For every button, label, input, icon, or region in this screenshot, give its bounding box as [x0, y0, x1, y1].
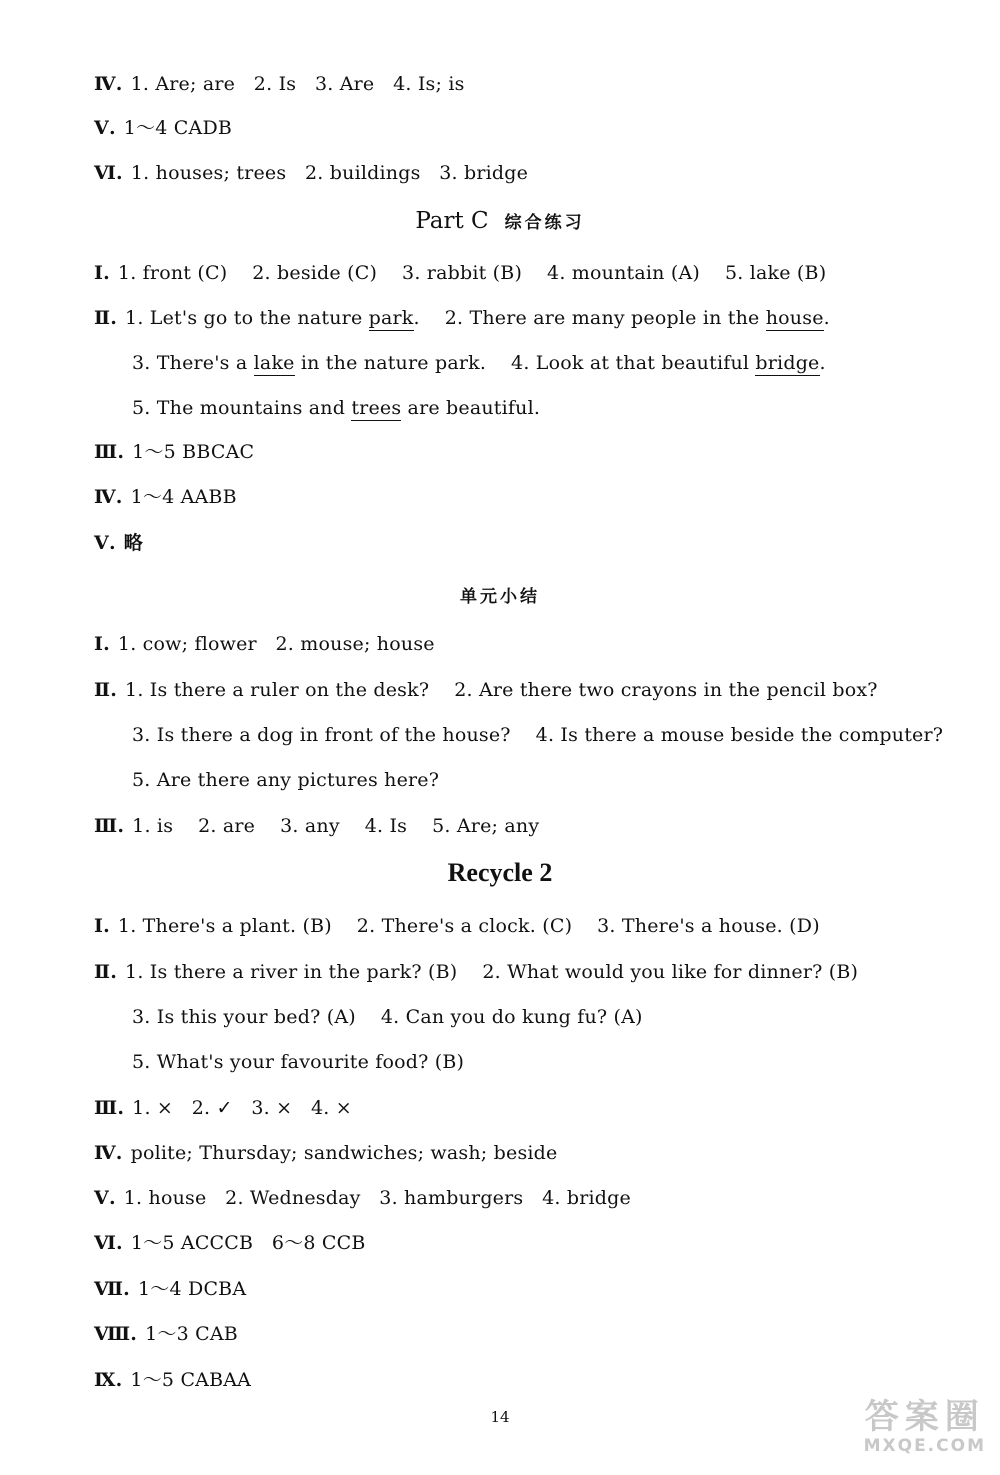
answer-row-vi — [94, 1231, 366, 1255]
roman-numeral: Ⅱ. — [94, 961, 118, 983]
roman-numeral: Ⅱ. — [94, 307, 118, 329]
roman-numeral: Ⅲ. — [94, 1097, 125, 1119]
roman-numeral: Ⅵ. — [94, 1232, 123, 1254]
answer-row-iii — [94, 440, 254, 464]
answer-row-i — [94, 261, 826, 285]
answer-row-v — [94, 1186, 631, 1210]
answer-text: polite; Thursday; sandwiches; wash; beside — [130, 1142, 558, 1164]
answer-text: 1～4 AABB — [130, 486, 237, 508]
answer-row-vii — [94, 1277, 246, 1301]
answer-text: 3. There's a — [132, 352, 254, 374]
section-heading-part-c — [0, 206, 1000, 238]
roman-numeral: Ⅰ. — [94, 915, 110, 937]
answer-text: are beautiful. — [401, 397, 541, 419]
answer-row-iv — [94, 1141, 558, 1165]
roman-numeral: Ⅷ. — [94, 1323, 138, 1345]
answer-row-continued — [132, 1005, 643, 1029]
roman-numeral: Ⅰ. — [94, 262, 110, 284]
answer-row-ii — [94, 678, 878, 702]
heading-title: Part C — [415, 208, 489, 234]
watermark-text: 答案圈 — [864, 1397, 985, 1437]
underlined-word: bridge — [755, 352, 820, 374]
answer-row-ii — [94, 306, 830, 330]
roman-numeral: Ⅴ. — [94, 532, 116, 554]
answer-text: 略 — [123, 532, 143, 554]
watermark-url: MXQE.COM — [863, 1436, 986, 1456]
section-heading-unit-summary: 单元小结 — [460, 587, 540, 607]
answer-text: . — [823, 307, 830, 329]
underlined-word: trees — [351, 397, 402, 419]
roman-numeral: Ⅵ. — [94, 162, 123, 184]
answer-row-ix — [94, 1368, 251, 1392]
roman-numeral: Ⅴ. — [94, 1187, 116, 1209]
answer-row-viii — [94, 1322, 238, 1346]
roman-numeral: Ⅶ. — [94, 1278, 130, 1300]
answer-text: 1. Are; are 2. Is 3. Are 4. Is; is — [130, 73, 465, 95]
answer-row-i — [94, 632, 435, 656]
answer-text: . — [819, 352, 826, 374]
answer-row-v — [94, 531, 143, 555]
answer-text: 1. cow; flower 2. mouse; house — [117, 633, 435, 655]
underlined-word: house — [765, 307, 824, 329]
answer-text: . 2. There are many people in the — [413, 307, 766, 329]
answer-text: 1～4 CADB — [123, 117, 233, 139]
roman-numeral: Ⅳ. — [94, 73, 123, 95]
answer-text: 1. Is there a ruler on the desk? 2. Are there two crayons in the pencil box? — [125, 679, 878, 701]
roman-numeral: Ⅲ. — [94, 441, 125, 463]
answer-row-continued — [132, 1050, 464, 1074]
answer-row-iii — [94, 1096, 352, 1120]
answer-text: 1. There's a plant. (B) 2. There's a clock. (C) 3. There's a house. (D) — [117, 915, 820, 937]
underlined-word: park — [368, 307, 414, 329]
answer-text: 1. × 2. ✓ 3. × 4. × — [132, 1097, 352, 1119]
answer-text: 1～5 ACCCB 6～8 CCB — [130, 1232, 366, 1254]
section-heading-recycle-2: Recycle 2 — [447, 858, 553, 887]
page-number: 14 — [490, 1408, 510, 1426]
answer-row-continued — [132, 351, 826, 375]
answer-text: 1. is 2. are 3. any 4. Is 5. Are; any — [132, 815, 540, 837]
roman-numeral: Ⅳ. — [94, 1142, 123, 1164]
answer-row-v — [94, 116, 232, 140]
roman-numeral: Ⅸ. — [94, 1369, 123, 1391]
answer-row-iv — [94, 72, 465, 96]
answer-text: 5. What's your favourite food? (B) — [132, 1051, 465, 1073]
answer-text: 1. Let's go to the nature — [125, 307, 369, 329]
roman-numeral: Ⅲ. — [94, 815, 125, 837]
answer-text: 1. houses; trees 2. buildings 3. bridge — [130, 162, 529, 184]
answer-text: 1～5 CABAA — [130, 1369, 252, 1391]
answer-text: 1～4 DCBA — [138, 1278, 247, 1300]
answer-row-continued — [132, 723, 943, 747]
answer-text: in the nature park. 4. Look at that beautiful — [294, 352, 756, 374]
roman-numeral: Ⅴ. — [94, 117, 116, 139]
heading-subtitle: 综合练习 — [504, 213, 585, 233]
answer-row-continued — [132, 396, 540, 420]
answer-row-iv — [94, 485, 237, 509]
answer-text: 1. house 2. Wednesday 3. hamburgers 4. bridge — [123, 1187, 631, 1209]
answer-text: 5. Are there any pictures here? — [132, 769, 440, 791]
answer-text: 3. Is there a dog in front of the house? 4. Is there a mouse beside the computer? — [132, 724, 944, 746]
answer-text: 1～5 BBCAC — [132, 441, 255, 463]
roman-numeral: Ⅰ. — [94, 633, 110, 655]
answer-text: 1. Is there a river in the park? (B) 2. What would you like for dinner? (B) — [125, 961, 859, 983]
answer-text: 5. The mountains and — [132, 397, 352, 419]
answer-text: 1～3 CAB — [145, 1323, 238, 1345]
answer-row-iii — [94, 814, 539, 838]
roman-numeral: Ⅳ. — [94, 486, 123, 508]
answer-text: 3. Is this your bed? (A) 4. Can you do kung fu? (A) — [132, 1006, 643, 1028]
answer-row-i — [94, 914, 820, 938]
underlined-word: lake — [253, 352, 295, 374]
answer-text: 1. front (C) 2. beside (C) 3. rabbit (B) 4. mountain (A) 5. lake (B) — [117, 262, 827, 284]
roman-numeral: Ⅱ. — [94, 679, 118, 701]
watermark-logo — [864, 1398, 986, 1456]
answer-row-ii — [94, 960, 858, 984]
answer-row-continued — [132, 768, 439, 792]
answer-row-vi — [94, 161, 528, 185]
